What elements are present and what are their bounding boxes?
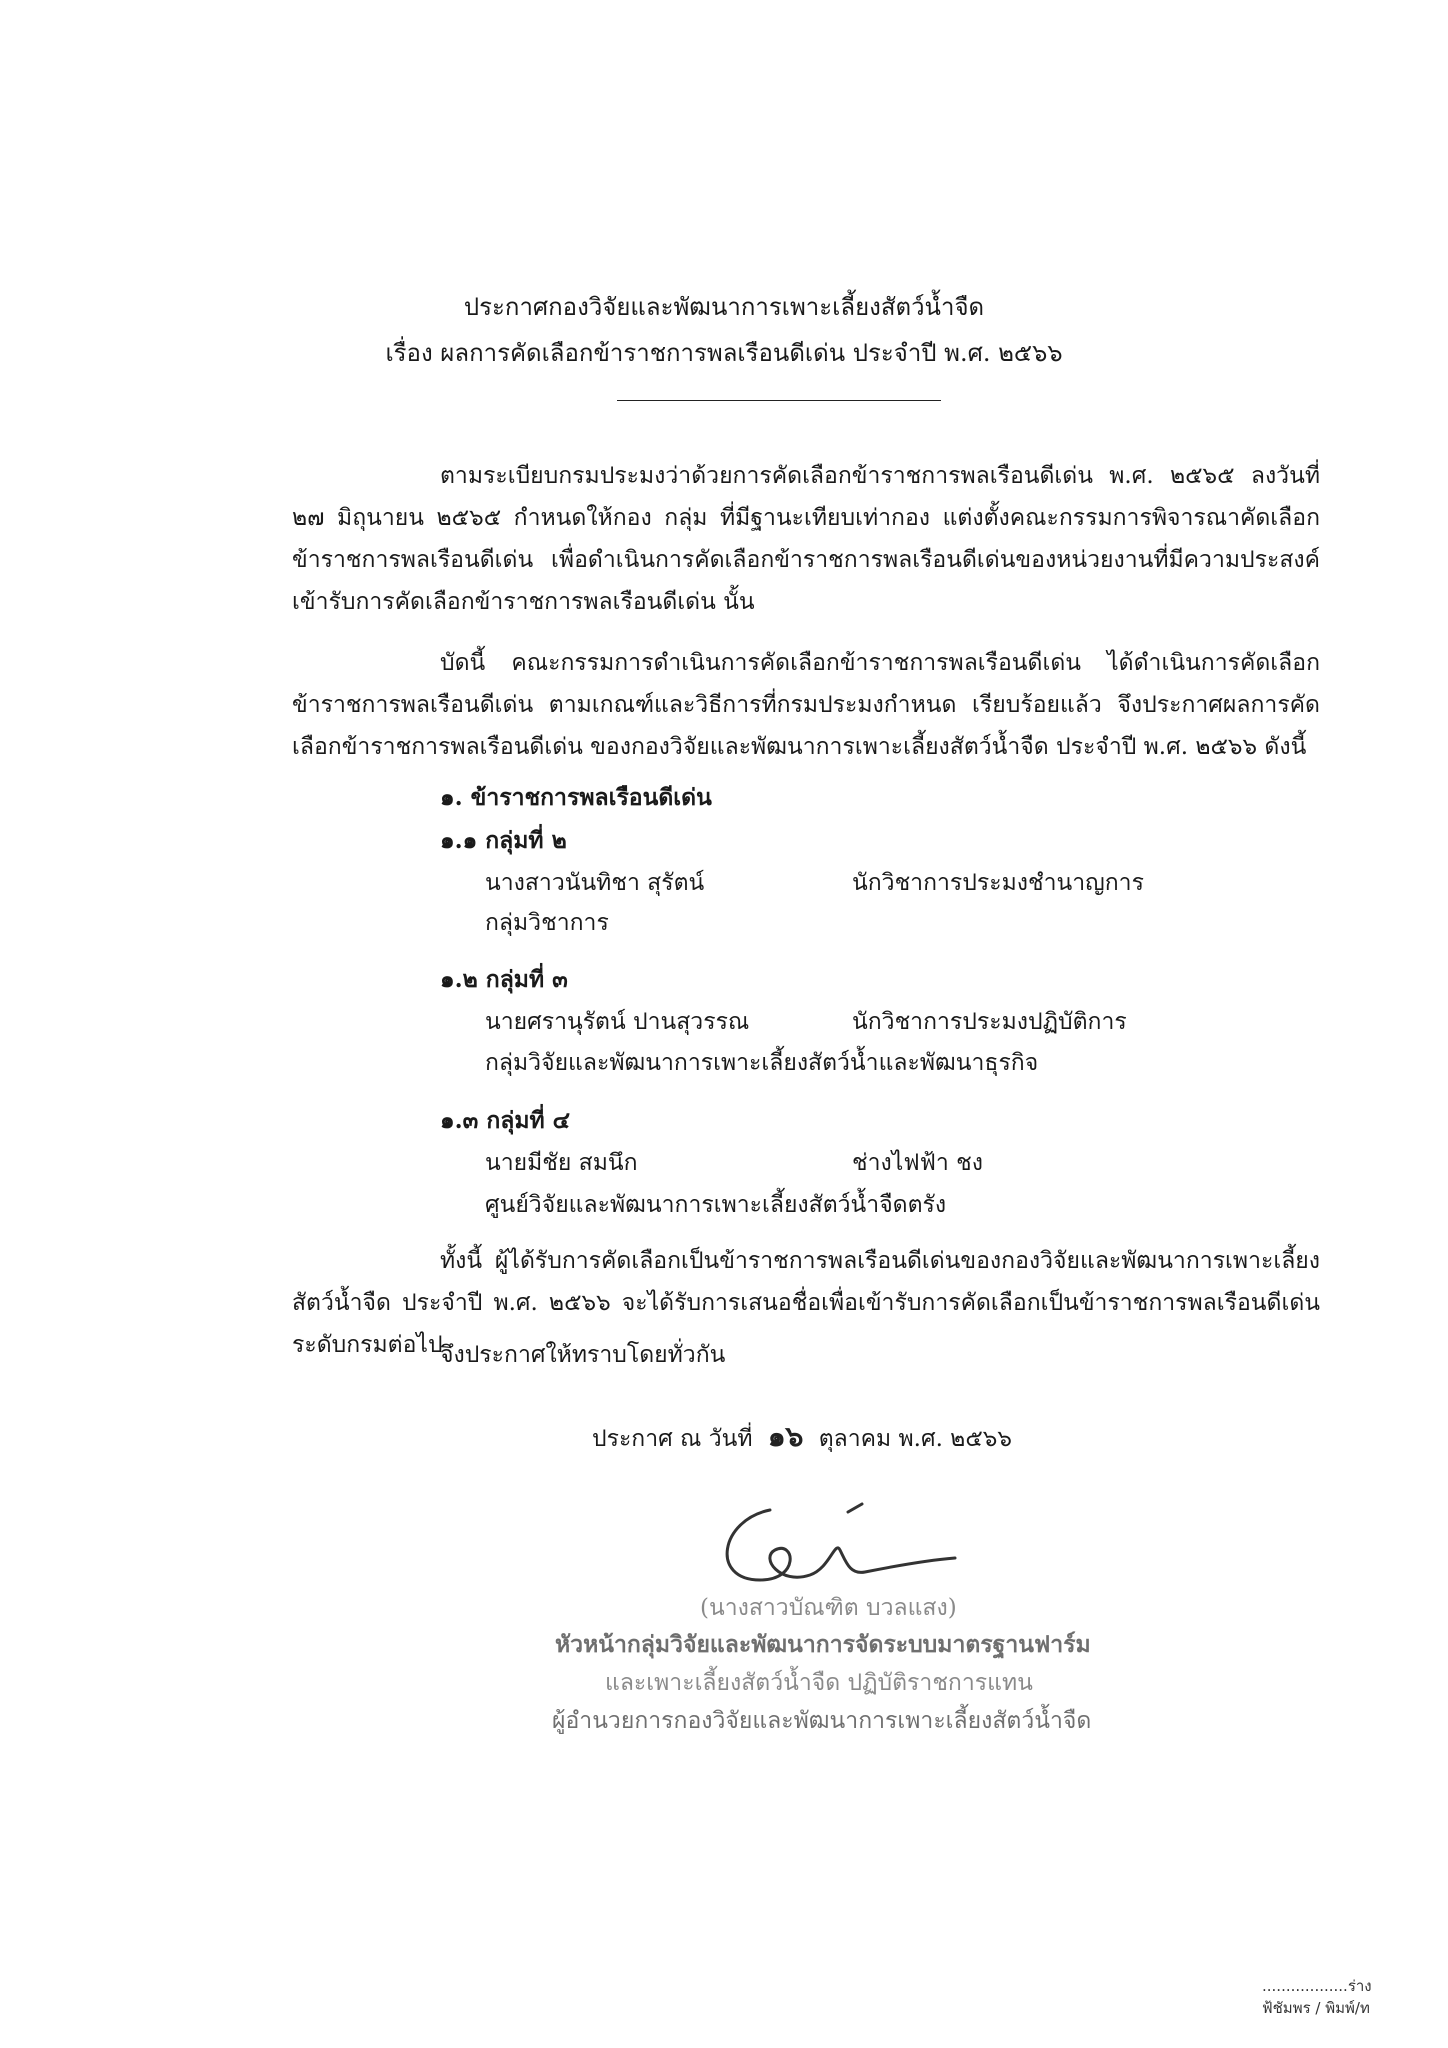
signer-name: (นางสาวบัณฑิต บวลแสง) [700,1595,957,1621]
paragraph-result: บัดนี้ คณะกรรมการดำเนินการคัดเลือกข้าราชการพลเรือนดีเด่น ได้ดำเนินการคัดเลือกข้าราชการพลเรือนดีเด่น ตามเกณฑ์และวิธีการที่กรมประมงกำหนด เรียบร้อยแล้ว จึงประกาศผลการคัดเลือกข้าราชการพลเรือนดีเด่น ของกองวิจัยและพัฒนาการเพาะเลี้ยงสัตว์น้ำจืด ประจำปี พ.ศ. ๒๕๖๖ ดังนี้ [292,650,1320,760]
paragraph-nomination: ทั้งนี้ ผู้ได้รับการคัดเลือกเป็นข้าราชการพลเรือนดีเด่นของกองวิจัยและพัฒนาการเพาะเลี้ยงสัตว์น้ำจืด ประจำปี พ.ศ. ๒๕๖๖ จะได้รับการเสนอชื่อเพื่อเข้ารับการคัดเลือกเป็นข้าราชการพลเรือนดีเด่นระดับกรมต่อไป [292,1248,1320,1358]
announcement-title-line1: ประกาศกองวิจัยและพัฒนาการเพาะเลี้ยงสัตว์น้ำจืด [463,293,985,321]
date-suffix: ตุลาคม พ.ศ. ๒๕๖๖ [818,1426,1012,1452]
awardee-unit-2: กลุ่มวิจัยและพัฒนาการเพาะเลี้ยงสัตว์น้ำและพัฒนาธุรกิจ [485,1050,1039,1076]
paragraph-closing: จึงประกาศให้ทราบโดยทั่วกัน [440,1342,726,1368]
annotation-line2: ฟ้ชัมพร / พิมพ์/ท [1262,1999,1370,2017]
awardee-position-1: นักวิชาการประมงชำนาญการ [852,870,1144,896]
announcement-title-line2: เรื่อง ผลการคัดเลือกข้าราชการพลเรือนดีเด่น ประจำปี พ.ศ. ๒๕๖๖ [385,339,1063,367]
awardee-position-2: นักวิชาการประมงปฏิบัติการ [852,1009,1127,1035]
announcement-date [592,1422,1012,1454]
annotation-line1: ..................ร่าง [1262,1977,1372,1995]
date-prefix: ประกาศ ณ วันที่ [592,1426,753,1452]
drafting-annotation [1262,1975,1372,2019]
signer-title-line2: และเพาะเลี้ยงสัตว์น้ำจืด ปฏิบัติราชการแทน [605,1670,1033,1696]
awardee-unit-3: ศูนย์วิจัยและพัฒนาการเพาะเลี้ยงสัตว์น้ำจืดตรัง [485,1192,947,1218]
group-heading-2: ๑.๒ กลุ่มที่ ๓ [440,966,568,993]
title-divider [617,400,941,401]
signer-title-line1: หัวหน้ากลุ่มวิจัยและพัฒนาการจัดระบบมาตรฐานฟาร์ม [555,1631,1091,1658]
awardee-name-1: นางสาวนันทิชา สุรัตน์ [485,870,705,896]
group-heading-3: ๑.๓ กลุ่มที่ ๔ [440,1107,571,1134]
awardee-name-3: นายมีชัย สมนึก [485,1150,638,1176]
paragraph-regulation: ตามระเบียบกรมประมงว่าด้วยการคัดเลือกข้าราชการพลเรือนดีเด่น พ.ศ. ๒๕๖๕ ลงวันที่ ๒๗ มิถุนายน ๒๕๖๕ กำหนดให้กอง กลุ่ม ที่มีฐานะเทียบเท่ากอง แต่งตั้งคณะกรรมการพิจารณาคัดเลือกข้าราชการพลเรือนดีเด่น เพื่อดำเนินการคัดเลือกข้าราชการพลเรือนดีเด่นของหน่วยงานที่มีความประสงค์เข้ารับการคัดเลือกข้าราชการพลเรือนดีเด่น นั้น [292,463,1320,615]
signer-title-line3: ผู้อำนวยการกองวิจัยและพัฒนาการเพาะเลี้ยงสัตว์น้ำจืด [552,1708,1092,1734]
signature-mark [700,1480,960,1600]
awardee-unit-1: กลุ่มวิชาการ [485,910,609,936]
awardee-position-3: ช่างไฟฟ้า ชง [852,1150,983,1176]
date-day-handwritten: ๑๖ [767,1420,804,1453]
section-heading: ๑. ข้าราชการพลเรือนดีเด่น [440,784,712,811]
awardee-name-2: นายศรานุรัตน์ ปานสุวรรณ [485,1009,750,1035]
group-heading-1: ๑.๑ กลุ่มที่ ๒ [440,827,567,854]
